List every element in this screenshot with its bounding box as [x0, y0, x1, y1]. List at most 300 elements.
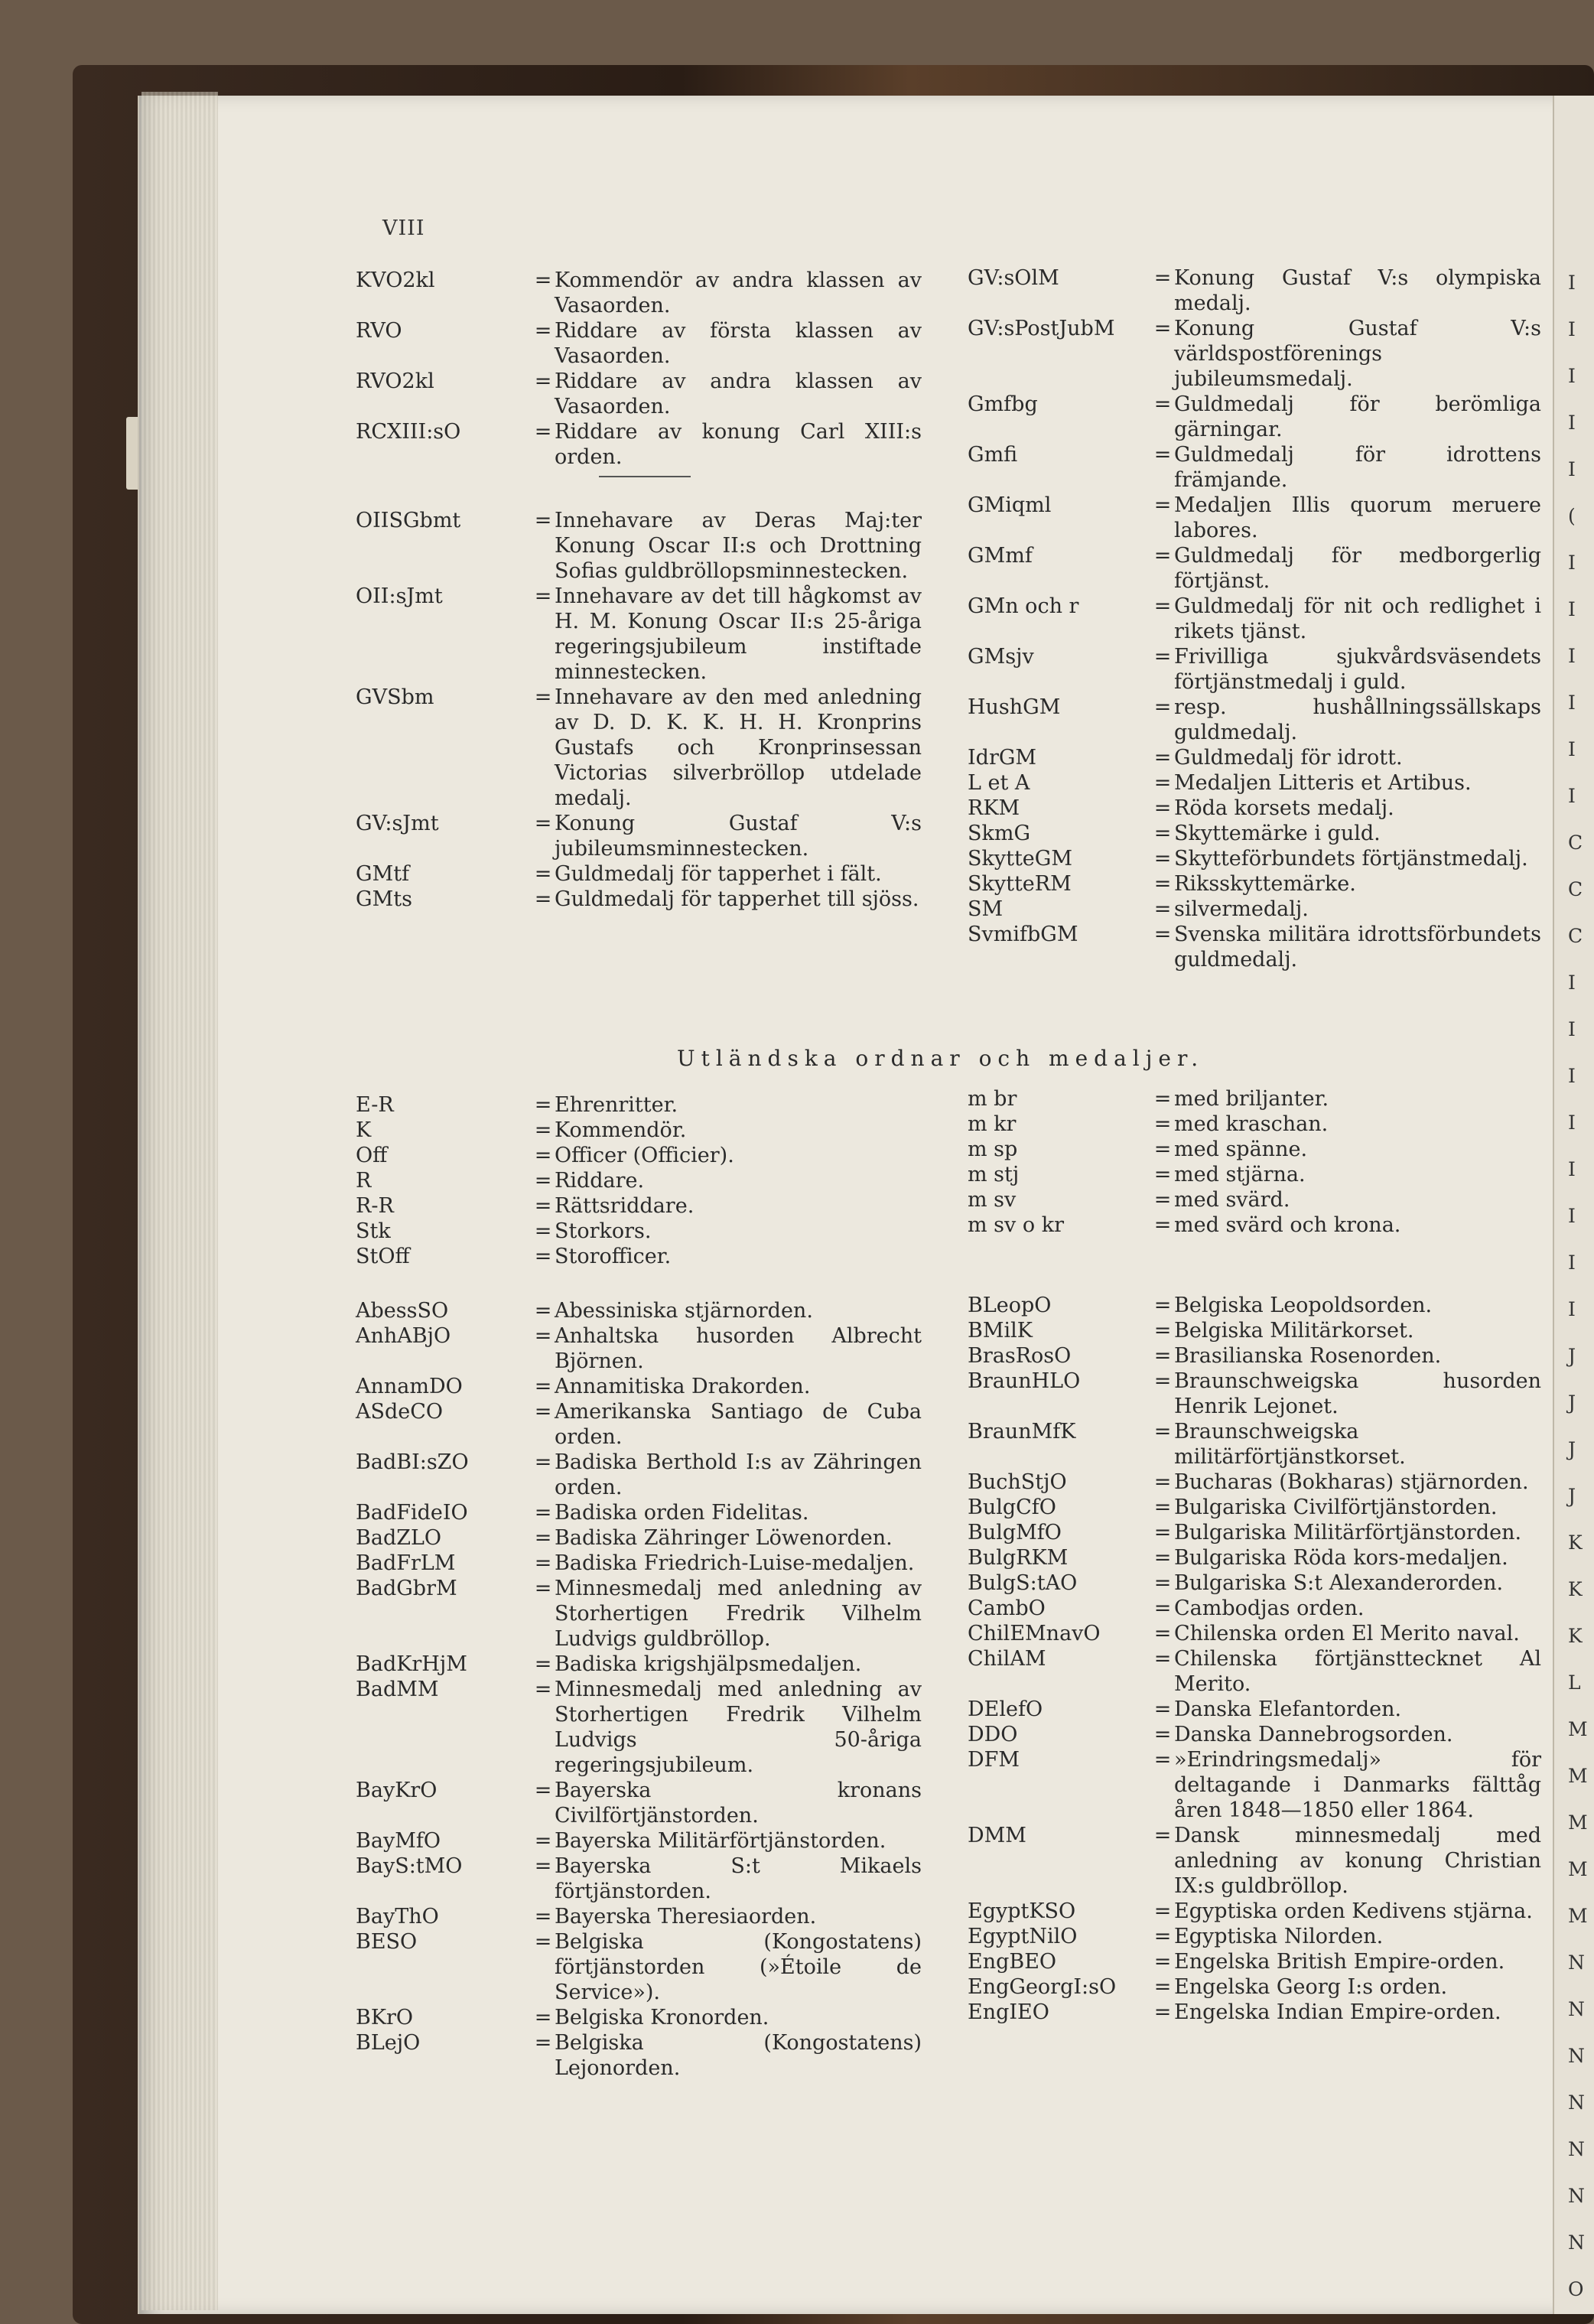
definition: Braunschweigska husorden Henrik Lejonet.: [1174, 1369, 1541, 1418]
abbreviation-entry: [968, 846, 1541, 871]
abbreviation-entry: [356, 2005, 922, 2030]
adjacent-page-letter: N: [1568, 2185, 1585, 2207]
abbreviation-entry: [356, 1399, 922, 1450]
equals-sign: =: [1153, 847, 1172, 871]
definition: Engelska British Empire-orden.: [1174, 1950, 1505, 1974]
abbreviation-entry: [356, 1576, 922, 1652]
adjacent-page-letter: O: [1568, 2278, 1584, 2300]
abbreviation-entry: [968, 770, 1541, 796]
abbreviation-entry: [356, 1778, 922, 1828]
equals-sign: =: [1153, 645, 1172, 669]
definition: Dansk minnesmedalj med anledning av konung Christian IX:s guldbröllop.: [1174, 1824, 1541, 1898]
definition: Egyptiska Nilorden.: [1174, 1925, 1384, 1948]
abbreviation: m br: [968, 1087, 1017, 1111]
abbreviation-entry: [968, 1470, 1541, 1495]
equals-sign: =: [534, 1501, 552, 1525]
abbreviation: IdrGM: [968, 746, 1037, 770]
abbreviation: ChilAM: [968, 1647, 1046, 1671]
abbreviation: EngIEO: [968, 2000, 1049, 2024]
equals-sign: =: [1153, 771, 1172, 795]
definition: Guldmedalj för idrottens främjande.: [1174, 443, 1541, 492]
section2-left-column: [356, 1092, 922, 1269]
abbreviation-entry: [356, 584, 922, 685]
abbreviation-entry: [356, 2030, 922, 2081]
equals-sign: =: [1153, 1899, 1172, 1923]
definition: Amerikanska Santiago de Cuba orden.: [555, 1400, 922, 1449]
definition: Braunschweigska militärförtjänstkorset.: [1174, 1420, 1406, 1469]
definition: Guldmedalj för tapperhet till sjöss.: [555, 887, 919, 911]
adjacent-page-letter: I: [1568, 1205, 1576, 1227]
abbreviation: BadZLO: [356, 1526, 442, 1550]
definition: »Erindringsmedalj» för deltagande i Danmarks fälttåg åren 1848—1850 eller 1864.: [1174, 1748, 1541, 1822]
definition: Badiska Zähringer Löwenorden.: [555, 1526, 893, 1550]
adjacent-page-letter: M: [1568, 1858, 1588, 1880]
definition: Abessiniska stjärnorden.: [555, 1299, 813, 1323]
adjacent-page-letter: N: [1568, 2091, 1585, 2114]
abbreviation: m sp: [968, 1138, 1018, 1161]
abbreviation: RKM: [968, 796, 1020, 820]
abbreviation-entry: [356, 1854, 922, 1904]
adjacent-page-letter: M: [1568, 1718, 1588, 1740]
abbreviation: BayKrO: [356, 1779, 438, 1802]
abbreviation-entry: [968, 1419, 1541, 1470]
definition: Innehavare av det till hågkomst av H. M. Konung Oscar II:s 25-åriga regeringsjubileum instiftade minnestecken.: [555, 584, 922, 684]
equals-sign: =: [534, 685, 552, 709]
equals-sign: =: [1153, 1138, 1172, 1161]
equals-sign: =: [534, 887, 552, 911]
abbreviation: AbessSO: [356, 1299, 449, 1323]
abbreviation-entry: [968, 1520, 1541, 1545]
adjacent-page-letter: I: [1568, 552, 1576, 574]
equals-sign: =: [534, 420, 552, 444]
abbreviation: BraunHLO: [968, 1369, 1081, 1393]
definition: med spänne.: [1174, 1138, 1308, 1161]
definition: Konung Gustaf V:s världspostförenings jubileumsmedalj.: [1174, 317, 1541, 391]
equals-sign: =: [534, 1219, 552, 1243]
abbreviation-entry: [968, 1570, 1541, 1596]
abbreviation: BLeopO: [968, 1294, 1052, 1317]
equals-sign: =: [534, 1324, 552, 1348]
abbreviation: HushGM: [968, 695, 1061, 719]
equals-sign: =: [534, 1551, 552, 1575]
abbreviation-entry: [356, 1219, 922, 1244]
definition: Svenska militära idrottsförbundets guldmedalj.: [1174, 923, 1541, 972]
equals-sign: =: [534, 1375, 552, 1398]
abbreviation: OII:sJmt: [356, 584, 443, 608]
definition: Bulgariska Civilförtjänstorden.: [1174, 1496, 1498, 1519]
definition: Medaljen Illis quorum meruere labores.: [1174, 493, 1541, 542]
adjacent-page-letter: J: [1568, 1485, 1576, 1507]
definition: resp. hushållningssällskaps guldmedalj.: [1174, 695, 1541, 744]
abbreviation-entry: [968, 392, 1541, 442]
definition: Minnesmedalj med anledning av Storhertigen Fredrik Vilhelm Ludvigs 50-åriga regeringsjubileum.: [555, 1678, 922, 1777]
definition: Ehrenritter.: [555, 1093, 678, 1117]
abbreviation-entry: [968, 1086, 1541, 1112]
equals-sign: =: [1153, 1087, 1172, 1111]
equals-sign: =: [1153, 695, 1172, 719]
abbreviation: BulgMfO: [968, 1521, 1062, 1544]
adjacent-page-letter: J: [1568, 1438, 1576, 1460]
abbreviation: m sv o kr: [968, 1213, 1064, 1237]
section2-right-column: [968, 1086, 1541, 1238]
abbreviation: RVO: [356, 319, 402, 343]
equals-sign: =: [1153, 1420, 1172, 1444]
equals-sign: =: [534, 1194, 552, 1218]
adjacent-page-letter: I: [1568, 458, 1576, 480]
abbreviation-entry: [968, 316, 1541, 392]
equals-sign: =: [1153, 923, 1172, 946]
adjacent-page-letter: N: [1568, 2138, 1585, 2160]
adjacent-page-letter: C: [1568, 878, 1583, 900]
equals-sign: =: [1153, 1163, 1172, 1186]
definition: Guldmedalj för nit och redlighet i rikets tjänst.: [1174, 594, 1541, 643]
abbreviation-entry: [356, 419, 922, 470]
abbreviation-entry: [356, 887, 922, 912]
definition: Kommendör.: [555, 1118, 687, 1142]
abbreviation: GMiqml: [968, 493, 1052, 517]
equals-sign: =: [1153, 1925, 1172, 1948]
definition: Bayerska kronans Civilförtjänstorden.: [555, 1779, 922, 1828]
definition: Bucharas (Bokharas) stjärnorden.: [1174, 1470, 1529, 1494]
definition: Bayerska Theresiaorden.: [555, 1905, 817, 1929]
definition: Badiska Berthold I:s av Zähringen orden.: [555, 1450, 922, 1499]
definition: Guldmedalj för tapperhet i fält.: [555, 862, 882, 886]
adjacent-page-letter: I: [1568, 598, 1576, 620]
definition: Danska Elefantorden.: [1174, 1697, 1402, 1721]
abbreviation: EgyptNilO: [968, 1925, 1078, 1948]
equals-sign: =: [1153, 1470, 1172, 1494]
equals-sign: =: [1153, 392, 1172, 416]
adjacent-page-letter: I: [1568, 1065, 1576, 1087]
definition: Anhaltska husorden Albrecht Björnen.: [555, 1324, 922, 1373]
equals-sign: =: [1153, 1748, 1172, 1772]
definition: Konung Gustaf V:s olympiska medalj.: [1174, 266, 1541, 315]
abbreviation: Gmfi: [968, 443, 1018, 467]
abbreviation: R: [356, 1169, 372, 1193]
definition: Bulgariska Röda kors-medaljen.: [1174, 1546, 1508, 1570]
equals-sign: =: [534, 319, 552, 343]
definition: Bayerska Militärförtjänstorden.: [555, 1829, 886, 1853]
abbreviation-entry: [356, 1118, 922, 1143]
equals-sign: =: [1153, 1597, 1172, 1620]
definition: Belgiska Leopoldsorden.: [1174, 1294, 1433, 1317]
definition: Annamitiska Drakorden.: [555, 1375, 811, 1398]
adjacent-page-letter: I: [1568, 318, 1576, 340]
abbreviation-entry: [968, 1949, 1541, 1974]
adjacent-page-letter: I: [1568, 785, 1576, 807]
equals-sign: =: [1153, 1369, 1172, 1393]
equals-sign: =: [1153, 746, 1172, 770]
abbreviation: BESO: [356, 1930, 418, 1954]
abbreviation-entry: [968, 1369, 1541, 1419]
equals-sign: =: [1153, 1213, 1172, 1237]
abbreviation: m kr: [968, 1112, 1017, 1136]
abbreviation-entry: [356, 1525, 922, 1551]
adjacent-page-letter: K: [1568, 1625, 1583, 1647]
adjacent-page-letter: I: [1568, 1018, 1576, 1040]
equals-sign: =: [534, 1450, 552, 1474]
abbreviation-entry: [968, 745, 1541, 770]
definition: Badiska Friedrich-Luise-medaljen.: [555, 1551, 915, 1575]
equals-sign: =: [534, 1905, 552, 1929]
abbreviation-entry: [968, 821, 1541, 846]
abbreviation: GVSbm: [356, 685, 434, 709]
abbreviation-entry: [356, 369, 922, 419]
abbreviation: Stk: [356, 1219, 391, 1243]
equals-sign: =: [1153, 443, 1172, 467]
definition: Egyptiska orden Kedivens stjärna.: [1174, 1899, 1533, 1923]
abbreviation-entry: [356, 1677, 922, 1778]
equals-sign: =: [534, 369, 552, 393]
abbreviation-entry: [356, 1244, 922, 1269]
equals-sign: =: [1153, 317, 1172, 340]
definition: med svärd.: [1174, 1188, 1290, 1212]
definition: Belgiska Militärkorset.: [1174, 1319, 1414, 1343]
adjacent-page-letter: I: [1568, 272, 1576, 294]
section1-right-column: [968, 265, 1541, 972]
adjacent-page-letter: M: [1568, 1765, 1588, 1787]
definition: Riksskyttemärke.: [1174, 872, 1356, 896]
abbreviation-entry: [968, 1545, 1541, 1570]
abbreviation: BayMfO: [356, 1829, 441, 1853]
adjacent-page-letter: M: [1568, 1905, 1588, 1927]
abbreviation: BadFideIO: [356, 1501, 468, 1525]
definition: Chilenska förtjänsttecknet Al Merito.: [1174, 1647, 1541, 1696]
abbreviation: KVO2kl: [356, 269, 435, 292]
abbreviation: SM: [968, 897, 1004, 921]
equals-sign: =: [1153, 1496, 1172, 1519]
abbreviation-entry: [968, 1722, 1541, 1747]
abbreviation: BadFrLM: [356, 1551, 456, 1575]
abbreviation-entry: [356, 508, 922, 584]
equals-sign: =: [1153, 1294, 1172, 1317]
abbreviation-entry: [968, 594, 1541, 644]
abbreviation: K: [356, 1118, 372, 1142]
abbreviation-entry: [968, 442, 1541, 493]
definition: Brasilianska Rosenorden.: [1174, 1344, 1442, 1368]
abbreviation: m stj: [968, 1163, 1020, 1186]
page-number: VIII: [382, 216, 425, 240]
definition: Innehavare av den med anledning av D. D. K. K. H. H. Kronprins Gustafs och Kronprinsessan Victorias silverbröllop utdelade medalj.: [555, 685, 922, 810]
abbreviation: EgyptKSO: [968, 1899, 1076, 1923]
abbreviation: EngGeorgI:sO: [968, 1975, 1117, 1999]
abbreviation-entry: [356, 1652, 922, 1677]
definition: Storkors.: [555, 1219, 652, 1243]
equals-sign: =: [1153, 1647, 1172, 1671]
equals-sign: =: [534, 509, 552, 532]
equals-sign: =: [1153, 1975, 1172, 1999]
abbreviation: DDO: [968, 1723, 1018, 1746]
definition: Guldmedalj för idrott.: [1174, 746, 1403, 770]
adjacent-page-letter: N: [1568, 1998, 1585, 2020]
abbreviation: BulgS:tAO: [968, 1571, 1078, 1595]
definition: Skytteförbundets förtjänstmedalj.: [1174, 847, 1528, 871]
abbreviation: ASdeCO: [356, 1400, 444, 1424]
abbreviation: BulgRKM: [968, 1546, 1069, 1570]
abbreviation: BayS:tMO: [356, 1854, 463, 1878]
adjacent-page-letter: N: [1568, 2045, 1585, 2067]
abbreviation-entry: [968, 265, 1541, 316]
adjacent-page-letter: I: [1568, 1112, 1576, 1134]
definition: Kommendör av andra klassen av Vasaorden.: [555, 269, 922, 317]
definition: Cambodjas orden.: [1174, 1597, 1365, 1620]
abbreviation: StOff: [356, 1245, 410, 1268]
equals-sign: =: [1153, 1546, 1172, 1570]
abbreviation-entry: [968, 695, 1541, 745]
definition: Belgiska (Kongostatens) förtjänstorden (»Étoile de Service»).: [555, 1930, 922, 2004]
equals-sign: =: [534, 1400, 552, 1424]
definition: silvermedalj.: [1174, 897, 1309, 921]
adjacent-page-letter: L: [1568, 1671, 1581, 1694]
abbreviation: AnhABjO: [356, 1324, 451, 1348]
equals-sign: =: [1153, 544, 1172, 568]
equals-sign: =: [1153, 1521, 1172, 1544]
definition: Riddare av andra klassen av Vasaorden.: [555, 369, 922, 418]
equals-sign: =: [1153, 1622, 1172, 1645]
equals-sign: =: [1153, 2000, 1172, 2024]
adjacent-page-letter: N: [1568, 1951, 1585, 1974]
abbreviation: m sv: [968, 1188, 1017, 1212]
section-divider-rule: [599, 476, 691, 477]
equals-sign: =: [1153, 1697, 1172, 1721]
definition: med stjärna.: [1174, 1163, 1306, 1186]
abbreviation: CambO: [968, 1597, 1046, 1620]
abbreviation: DFM: [968, 1748, 1020, 1772]
abbreviation: BuchStjO: [968, 1470, 1067, 1494]
abbreviation: GV:sPostJubM: [968, 317, 1115, 340]
abbreviation: SvmifbGM: [968, 923, 1078, 946]
adjacent-page-letter: I: [1568, 1158, 1576, 1180]
abbreviation: RVO2kl: [356, 369, 434, 393]
adjacent-page-letter: C: [1568, 925, 1583, 947]
page-edges: [142, 92, 218, 2310]
abbreviation-entry: [968, 1823, 1541, 1899]
equals-sign: =: [534, 862, 552, 886]
abbreviation-entry: [356, 1500, 922, 1525]
equals-sign: =: [1153, 1571, 1172, 1595]
abbreviation: BLejO: [356, 2031, 421, 2055]
equals-sign: =: [534, 2031, 552, 2055]
abbreviation: AnnamDO: [356, 1375, 463, 1398]
equals-sign: =: [1153, 796, 1172, 820]
abbreviation-entry: [968, 1495, 1541, 1520]
equals-sign: =: [534, 1829, 552, 1853]
adjacent-page-letter: I: [1568, 972, 1576, 994]
abbreviation: SkmG: [968, 822, 1031, 845]
adjacent-page-letter: N: [1568, 2231, 1585, 2254]
adjacent-page-letter: I: [1568, 1252, 1576, 1274]
adjacent-page-letter: M: [1568, 1811, 1588, 1834]
equals-sign: =: [1153, 1723, 1172, 1746]
definition: Engelska Georg I:s orden.: [1174, 1975, 1448, 1999]
definition: Innehavare av Deras Maj:ter Konung Oscar II:s och Drottning Sofias guldbröllopsminnestecken.: [555, 509, 922, 583]
equals-sign: =: [534, 269, 552, 292]
abbreviation: SkytteGM: [968, 847, 1073, 871]
abbreviation-entry: [968, 644, 1541, 695]
equals-sign: =: [1153, 822, 1172, 845]
abbreviation: GMts: [356, 887, 412, 911]
definition: Skyttemärke i guld.: [1174, 822, 1381, 845]
definition: Guldmedalj för berömliga gärningar.: [1174, 392, 1541, 441]
abbreviation-entry: [968, 1318, 1541, 1343]
abbreviation-entry: [968, 1899, 1541, 1924]
section1-left-column: [356, 268, 922, 912]
equals-sign: =: [1153, 1950, 1172, 1974]
abbreviation: GMsjv: [968, 645, 1034, 669]
abbreviation-entry: [356, 1143, 922, 1168]
abbreviation-entry: [356, 685, 922, 811]
equals-sign: =: [534, 1854, 552, 1878]
equals-sign: =: [534, 2006, 552, 2029]
equals-sign: =: [1153, 1112, 1172, 1136]
equals-sign: =: [1153, 1344, 1172, 1368]
abbreviation: ChilEMnavO: [968, 1622, 1101, 1645]
equals-sign: =: [534, 1678, 552, 1701]
equals-sign: =: [1153, 493, 1172, 517]
abbreviation: DMM: [968, 1824, 1026, 1847]
equals-sign: =: [534, 1093, 552, 1117]
definition: Badiska orden Fidelitas.: [555, 1501, 809, 1525]
abbreviation: EngBEO: [968, 1950, 1057, 1974]
abbreviation-entry: [968, 1343, 1541, 1369]
equals-sign: =: [1153, 1824, 1172, 1847]
abbreviation-entry: [968, 1137, 1541, 1162]
definition: Danska Dannebrogsorden.: [1174, 1723, 1453, 1746]
abbreviation: L et A: [968, 771, 1030, 795]
abbreviation: BadMM: [356, 1678, 439, 1701]
adjacent-page-letter: I: [1568, 738, 1576, 760]
equals-sign: =: [534, 1577, 552, 1600]
adjacent-page-letter: J: [1568, 1345, 1576, 1367]
definition: Riddare.: [555, 1169, 645, 1193]
equals-sign: =: [1153, 1319, 1172, 1343]
adjacent-page-letter: C: [1568, 832, 1583, 854]
abbreviation: RCXIII:sO: [356, 420, 461, 444]
definition: med briljanter.: [1174, 1087, 1329, 1111]
abbreviation-entry: [356, 1551, 922, 1576]
definition: Engelska Indian Empire-orden.: [1174, 2000, 1501, 2024]
abbreviation-entry: [356, 1374, 922, 1399]
equals-sign: =: [534, 1779, 552, 1802]
abbreviation-entry: [968, 1646, 1541, 1697]
abbreviation-entry: [968, 922, 1541, 972]
abbreviation: Off: [356, 1144, 388, 1167]
adjacent-page-letter: I: [1568, 365, 1576, 387]
abbreviation-entry: [356, 1450, 922, 1500]
definition: Bulgariska S:t Alexanderorden.: [1174, 1571, 1504, 1595]
abbreviation: SkytteRM: [968, 872, 1072, 896]
adjacent-page-letter: K: [1568, 1531, 1583, 1554]
definition: Frivilliga sjukvårdsväsendets förtjänstmedalj i guld.: [1174, 645, 1541, 694]
abbreviation-entry: [968, 1212, 1541, 1238]
abbreviation-entry: [356, 1323, 922, 1374]
adjacent-page-letter: J: [1568, 1391, 1576, 1414]
equals-sign: =: [534, 1118, 552, 1142]
adjacent-page-letter: I: [1568, 1298, 1576, 1320]
equals-sign: =: [1153, 872, 1172, 896]
equals-sign: =: [534, 1526, 552, 1550]
abbreviation-entry: [968, 1621, 1541, 1646]
abbreviation: E-R: [356, 1093, 394, 1117]
abbreviation: GMn och r: [968, 594, 1079, 618]
abbreviation-entry: [356, 861, 922, 887]
equals-sign: =: [534, 812, 552, 835]
definition: Belgiska Kronorden.: [555, 2006, 769, 2029]
abbreviation: BKrO: [356, 2006, 414, 2029]
abbreviation-entry: [356, 1904, 922, 1929]
definition: Storofficer.: [555, 1245, 672, 1268]
abbreviation-entry: [968, 1697, 1541, 1722]
